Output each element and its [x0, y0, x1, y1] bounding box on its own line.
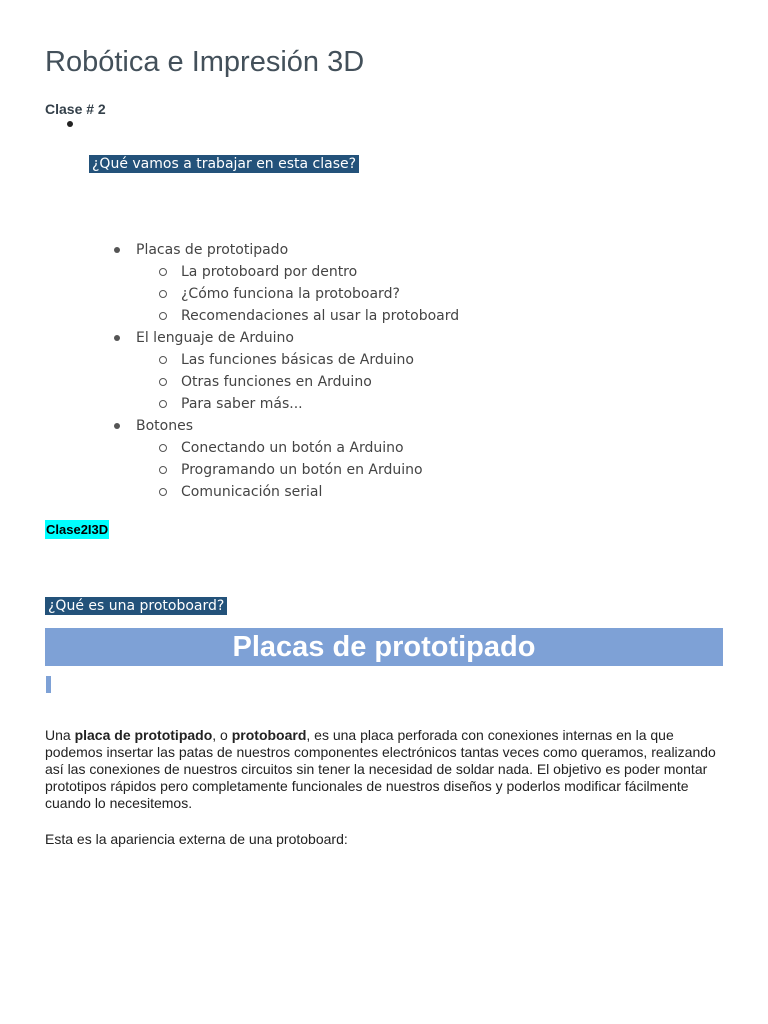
paragraph-text: , es una placa perforada con conexiones internas en la que podemos insertar las patas de nuestros componentes electrónicos tantas veces como queramos, realizando así las conexiones de nuestros circuitos sin tener la necesidad de soldar nada. El objetivo es poder montar prototipos rápidos pero completamente funcionales de nuestros diseños y poderlos modificar fácilmente cuando lo necesitemos. [45, 727, 716, 811]
list-item [136, 371, 459, 393]
code-tag: Clase2I3D [46, 522, 109, 537]
subtopic-label: Para saber más... [181, 396, 303, 412]
section-banner: Placas de prototipado [45, 628, 723, 666]
subtopic-list [136, 437, 459, 503]
subtopic-label: Otras funciones en Arduino [181, 374, 372, 390]
topic-label: Botones [136, 418, 194, 434]
list-item [136, 437, 459, 459]
paragraph-text: , o [212, 727, 232, 743]
class-label: Clase # 2 [45, 101, 106, 117]
paragraph-text: Una [45, 727, 75, 743]
paragraph-bold: protoboard [231, 727, 307, 743]
list-item [136, 283, 459, 305]
empty-bullet [67, 121, 73, 127]
list-item [113, 415, 459, 503]
list-item [136, 305, 459, 327]
topic-list [113, 239, 459, 503]
section-marker [46, 676, 51, 693]
document-title: Robótica e Impresión 3D [45, 46, 365, 78]
subtopic-list [136, 349, 459, 415]
topic-label: El lenguaje de Arduino [136, 330, 294, 346]
subtopic-label: ¿Cómo funciona la protoboard? [181, 286, 400, 302]
list-item [136, 459, 459, 481]
topic-label: Placas de prototipado [136, 242, 289, 258]
intro-paragraph [45, 727, 725, 812]
list-item [113, 239, 459, 327]
list-item [136, 261, 459, 283]
section-question-block [45, 597, 227, 615]
appearance-paragraph: Esta es la apariencia externa de una protoboard: [45, 831, 348, 847]
section-question: ¿Qué es una protoboard? [45, 597, 227, 615]
subtopic-label: Conectando un botón a Arduino [181, 440, 404, 456]
list-item [136, 481, 459, 503]
question-block [89, 155, 359, 173]
subtopic-label: Las funciones básicas de Arduino [181, 352, 414, 368]
subtopic-label: La protoboard por dentro [181, 264, 358, 280]
subtopic-label: Comunicación serial [181, 484, 323, 500]
subtopic-label: Programando un botón en Arduino [181, 462, 423, 478]
list-item [136, 349, 459, 371]
list-item [113, 327, 459, 415]
question-highlight: ¿Qué vamos a trabajar en esta clase? [89, 155, 359, 173]
list-item [136, 393, 459, 415]
subtopic-list [136, 261, 459, 327]
subtopic-label: Recomendaciones al usar la protoboard [181, 308, 460, 324]
paragraph-bold: placa de prototipado [74, 727, 213, 743]
